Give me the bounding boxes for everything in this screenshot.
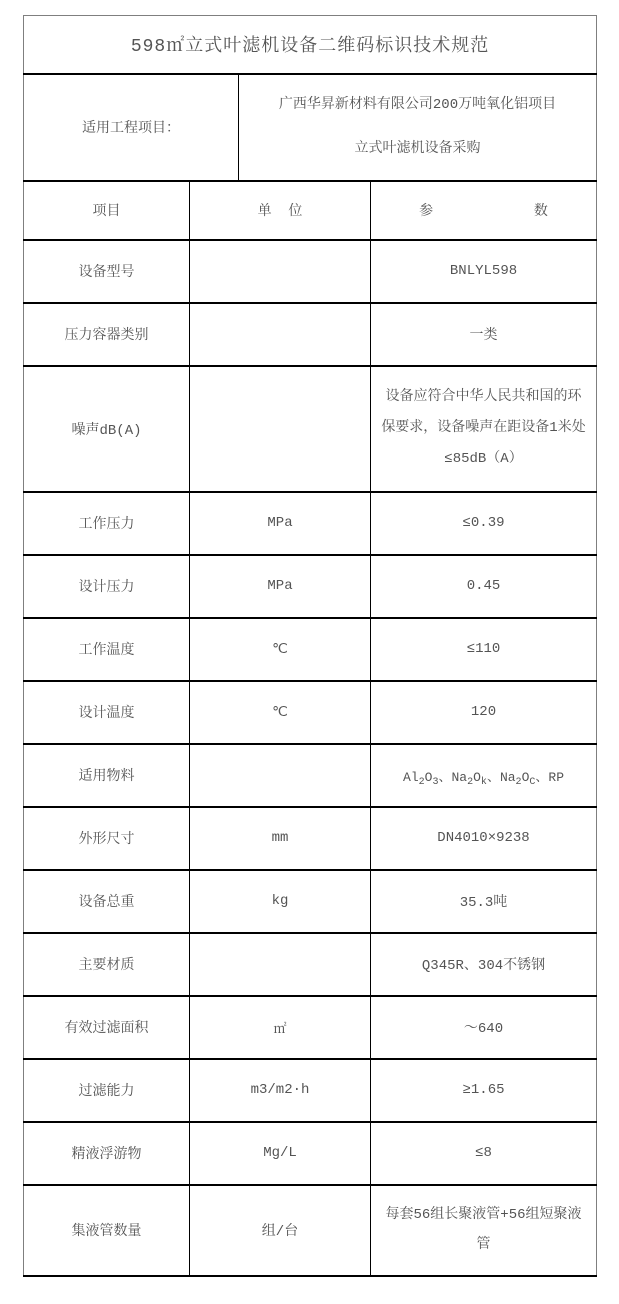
item-cell: 噪声dB(A): [24, 366, 190, 492]
table-row: [24, 681, 597, 744]
table-row: [24, 996, 597, 1059]
unit-cell: [190, 240, 371, 303]
table-row: [24, 870, 597, 933]
unit-cell: MPa: [190, 492, 371, 555]
value-cell: ≥1.65: [371, 1059, 597, 1122]
col-header-item: 项目: [24, 181, 190, 240]
unit-cell: 组/台: [190, 1185, 371, 1276]
spec-table: [23, 15, 597, 1277]
col-header-param: 参 数: [371, 181, 597, 240]
table-row: [24, 555, 597, 618]
table-row: [24, 1059, 597, 1122]
item-cell: 工作压力: [24, 492, 190, 555]
table-row: [24, 1185, 597, 1276]
unit-cell: ℃: [190, 618, 371, 681]
table-row: [24, 366, 597, 492]
unit-cell: [190, 366, 371, 492]
col-header-unit: 单 位: [190, 181, 371, 240]
value-cell: 120: [371, 681, 597, 744]
page-title: 598㎡立式叶滤机设备二维码标识技术规范: [24, 16, 597, 74]
value-cell: 35.3吨: [371, 870, 597, 933]
table-row: [24, 240, 597, 303]
unit-cell: ㎡: [190, 996, 371, 1059]
item-cell: 适用物料: [24, 744, 190, 807]
table-row: [24, 807, 597, 870]
item-cell: 设计压力: [24, 555, 190, 618]
value-cell: BNLYL598: [371, 240, 597, 303]
item-cell: 主要材质: [24, 933, 190, 996]
table-row: [24, 933, 597, 996]
item-cell: 设备总重: [24, 870, 190, 933]
project-label: 适用工程项目：: [24, 74, 239, 181]
item-cell: 有效过滤面积: [24, 996, 190, 1059]
item-cell: 精液浮游物: [24, 1122, 190, 1185]
table-row: [24, 1122, 597, 1185]
project-value-line-1: 广西华昇新材料有限公司200万吨氧化铝项目: [278, 97, 557, 113]
unit-cell: ℃: [190, 681, 371, 744]
table-row-project: [24, 74, 597, 181]
value-cell: 一类: [371, 303, 597, 366]
item-cell: 设备型号: [24, 240, 190, 303]
value-cell: ≤110: [371, 618, 597, 681]
value-cell: DN4010×9238: [371, 807, 597, 870]
unit-cell: MPa: [190, 555, 371, 618]
table-row: [24, 744, 597, 807]
value-cell: Q345R、304不锈钢: [371, 933, 597, 996]
unit-cell: Mg/L: [190, 1122, 371, 1185]
table-row: [24, 303, 597, 366]
table-row: [24, 618, 597, 681]
unit-cell: m3/m2·h: [190, 1059, 371, 1122]
value-cell: $Al_2O_3$、$Na_2O_k$、$Na_2O_C$、RP: [371, 744, 597, 807]
item-cell: 设计温度: [24, 681, 190, 744]
item-cell: 工作温度: [24, 618, 190, 681]
unit-cell: [190, 933, 371, 996]
item-cell: 过滤能力: [24, 1059, 190, 1122]
unit-cell: kg: [190, 870, 371, 933]
item-cell: 外形尺寸: [24, 807, 190, 870]
unit-cell: [190, 303, 371, 366]
unit-cell: mm: [190, 807, 371, 870]
value-cell: 设备应符合中华人民共和国的环保要求，设备噪声在距设备1米处≤85dB（A）: [371, 366, 597, 492]
value-cell: 每套56组长聚液管+56组短聚液管: [371, 1185, 597, 1276]
unit-cell: [190, 744, 371, 807]
item-cell: 压力容器类别: [24, 303, 190, 366]
project-value: [239, 74, 597, 181]
value-cell: 0.45: [371, 555, 597, 618]
value-cell: ≤8: [371, 1122, 597, 1185]
table-row-title: [24, 16, 597, 74]
table-row: [24, 492, 597, 555]
value-cell: ≤0.39: [371, 492, 597, 555]
value-cell: ～640: [371, 996, 597, 1059]
table-row-header: [24, 181, 597, 240]
project-value-line-2: 立式叶滤机设备采购: [354, 141, 481, 157]
item-cell: 集液管数量: [24, 1185, 190, 1276]
